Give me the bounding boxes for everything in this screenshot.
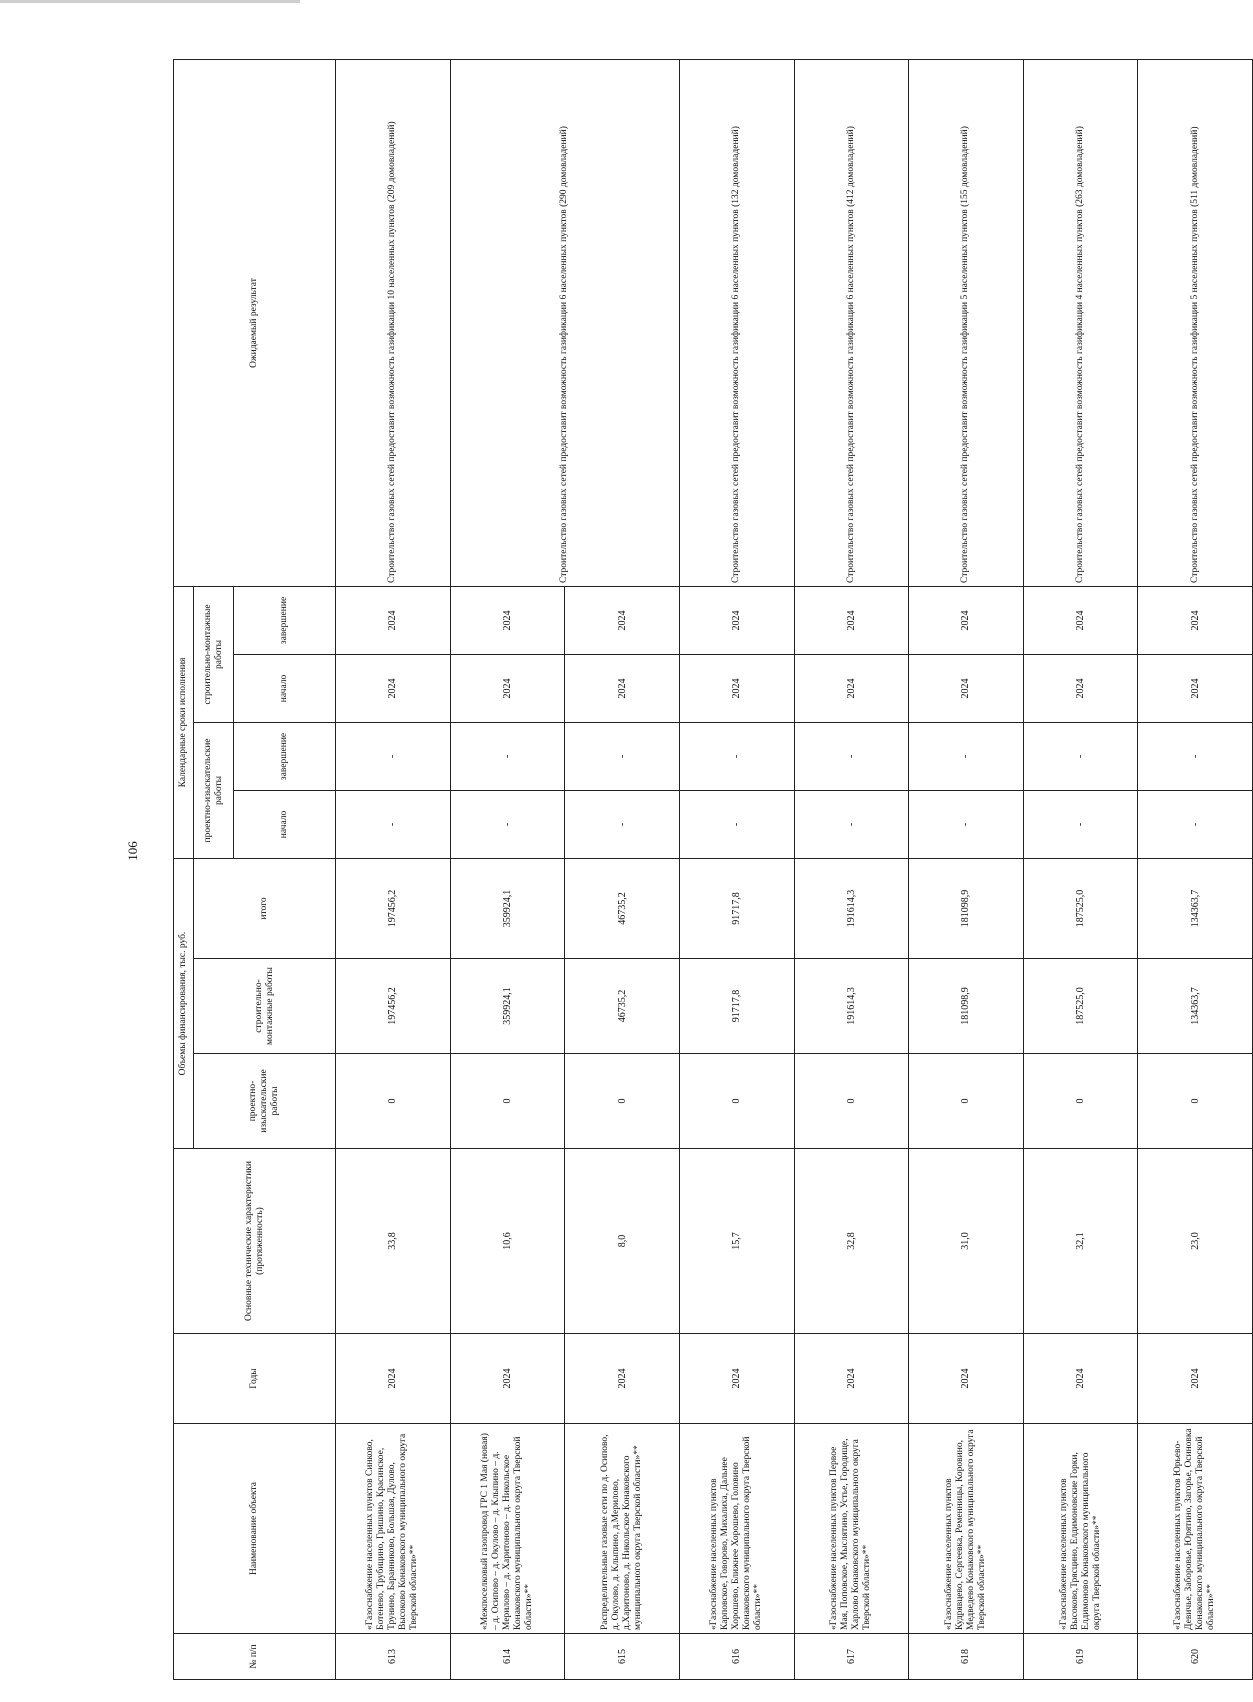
row-result: Строительство газовых сетей предоставит возможность газификации 6 населенных пунктов (132 домовладений) [679, 59, 794, 586]
row-cons-start: 2024 [909, 655, 1024, 723]
row-num: 616 [679, 1634, 794, 1680]
row-result: Строительство газовых сетей предоставит возможность газификации 6 населенных пунктов (412 домовладений) [794, 59, 909, 586]
table-row [336, 59, 451, 1679]
header-result: Ожидаемый результат [174, 59, 336, 586]
row-fin-design: 0 [450, 1054, 565, 1149]
row-object-name: «Газоснабжение населенных пунктов Первое Мая, Поповское, Мыслятино, Устье, Городище, Харлово Конаковского муниципального округа Тверской области»** [794, 1424, 909, 1634]
row-cons-end: 2024 [1138, 586, 1253, 654]
row-fin-design: 0 [565, 1054, 680, 1149]
header-finance: Объемы финансирования, тыс. руб. [174, 859, 194, 1149]
register-table [173, 59, 1253, 1680]
header-cons-start: начало [234, 655, 336, 723]
row-design-start: - [1023, 791, 1138, 859]
row-num: 613 [336, 1634, 451, 1680]
row-fin-design: 0 [794, 1054, 909, 1149]
table-row [1023, 59, 1138, 1679]
row-cons-start: 2024 [1138, 655, 1253, 723]
row-design-start: - [565, 791, 680, 859]
row-object-name: «Газоснабжение населенных пунктов Синково, Ботенево, Трубицино, Гришино, Красинское, Трунино, Баранниково, Большая, Дулово, Высоково Конаковского муниципального округа Тверской области»** [336, 1424, 451, 1634]
row-cons-end: 2024 [909, 586, 1024, 654]
row-fin-construction: 46735,2 [565, 959, 680, 1054]
row-design-start: - [1138, 791, 1253, 859]
row-object-name: «Газоснабжение населенных пунктов Юрьево-Девичье, Заборовье, Юрятино, Загорье, Осиновка Конаковского муниципального округа Тверской области»** [1138, 1424, 1253, 1634]
row-fin-total: 134363,7 [1138, 859, 1253, 959]
row-fin-total: 181098,9 [909, 859, 1024, 959]
row-year: 2024 [450, 1334, 565, 1424]
row-fin-construction: 134363,7 [1138, 959, 1253, 1054]
row-tech: 15,7 [679, 1149, 794, 1334]
row-design-end: - [336, 723, 451, 791]
row-cons-end: 2024 [450, 586, 565, 654]
row-cons-start: 2024 [565, 655, 680, 723]
table-row [1138, 59, 1253, 1679]
row-design-end: - [450, 723, 565, 791]
row-fin-construction: 181098,9 [909, 959, 1024, 1054]
row-fin-design: 0 [909, 1054, 1024, 1149]
header-tech: Основные технические характеристики (протяженность) [174, 1149, 336, 1334]
row-tech: 33,8 [336, 1149, 451, 1334]
row-design-end: - [565, 723, 680, 791]
row-year: 2024 [679, 1334, 794, 1424]
table-row [909, 59, 1024, 1679]
row-fin-construction: 197456,2 [336, 959, 451, 1054]
row-year: 2024 [1023, 1334, 1138, 1424]
row-num: 615 [565, 1634, 680, 1680]
row-fin-construction: 191614,3 [794, 959, 909, 1054]
row-year: 2024 [1138, 1334, 1253, 1424]
row-num: 619 [1023, 1634, 1138, 1680]
row-cons-start: 2024 [450, 655, 565, 723]
row-design-end: - [794, 723, 909, 791]
row-result: Строительство газовых сетей предоставит возможность газификации 4 населенных пунктов (263 домовладений) [1023, 59, 1138, 586]
row-year: 2024 [909, 1334, 1024, 1424]
row-design-start: - [450, 791, 565, 859]
header-num: № п/п [174, 1634, 336, 1680]
row-cons-start: 2024 [1023, 655, 1138, 723]
row-design-end: - [909, 723, 1024, 791]
row-num: 617 [794, 1634, 909, 1680]
header-design-start: начало [234, 791, 336, 859]
row-cons-end: 2024 [336, 586, 451, 654]
row-fin-construction: 187525,0 [1023, 959, 1138, 1054]
row-cons-end: 2024 [1023, 586, 1138, 654]
table-row [794, 59, 909, 1679]
table-row [450, 59, 565, 1679]
table-row [679, 59, 794, 1679]
rotated-table-container [173, 60, 1253, 1680]
row-fin-total: 197456,2 [336, 859, 451, 959]
row-fin-construction: 91717,8 [679, 959, 794, 1054]
row-tech: 8,0 [565, 1149, 680, 1334]
row-tech: 10,6 [450, 1149, 565, 1334]
row-design-start: - [909, 791, 1024, 859]
row-tech: 32,1 [1023, 1149, 1138, 1334]
row-fin-construction: 359924,1 [450, 959, 565, 1054]
row-result: Строительство газовых сетей предоставит возможность газификации 5 населенных пунктов (155 домовладений) [909, 59, 1024, 586]
header-years: Годы [174, 1334, 336, 1424]
page-number: 106 [125, 841, 140, 861]
row-design-end: - [1138, 723, 1253, 791]
row-num: 618 [909, 1634, 1024, 1680]
row-fin-design: 0 [1138, 1054, 1253, 1149]
header-design-end: завершение [234, 723, 336, 791]
header-cal-design: проектно-изыскательские работы [194, 723, 234, 859]
row-fin-total: 191614,3 [794, 859, 909, 959]
row-design-end: - [679, 723, 794, 791]
row-result: Строительство газовых сетей предоставит возможность газификации 10 населенных пунктов (209 домовладений) [336, 59, 451, 586]
row-year: 2024 [336, 1334, 451, 1424]
scan-artifact-line [0, 0, 300, 3]
row-cons-end: 2024 [679, 586, 794, 654]
row-tech: 31,0 [909, 1149, 1024, 1334]
header-cons-end: завершение [234, 586, 336, 654]
row-object-name: «Межпоселковый газопровод ГРС 1 Мая (новая) – д. Осипово – д. Окулово – д. Клыпино – д. Мерилово – д. Харитоново – д. Никольское Конаковского муниципального округа Тверской области»** [450, 1424, 565, 1634]
row-design-start: - [679, 791, 794, 859]
row-fin-total: 91717,8 [679, 859, 794, 959]
row-design-start: - [794, 791, 909, 859]
row-design-start: - [336, 791, 451, 859]
row-cons-end: 2024 [794, 586, 909, 654]
row-tech: 32,8 [794, 1149, 909, 1334]
row-object-name: Распределительные газовые сети по д. Осипово, д. Окулово, д. Клыпино, д.Мерилово, д.Харитоново, д. Никольское Конаковского муниципального округа Тверской области»** [565, 1424, 680, 1634]
row-object-name: «Газоснабжение населенных пунктов Высоково,Трясцино, Елдимоновские Горки, Елдимоново Конаковского муниципального округа Тверской области»** [1023, 1424, 1138, 1634]
row-year: 2024 [794, 1334, 909, 1424]
row-design-end: - [1023, 723, 1138, 791]
row-result-merged: Строительство газовых сетей предоставит возможность газификации 6 населенных пунктов (290 домовладений) [450, 59, 679, 586]
row-cons-start: 2024 [679, 655, 794, 723]
header-fin-total: итого [194, 859, 336, 959]
row-year: 2024 [565, 1334, 680, 1424]
rotated-page-area [173, 60, 1253, 1680]
row-fin-design: 0 [336, 1054, 451, 1149]
row-fin-design: 0 [1023, 1054, 1138, 1149]
header-fin-design: проектно-изыскательские работы [194, 1054, 336, 1149]
row-fin-total: 359924,1 [450, 859, 565, 959]
header-name: Наименование объекта [174, 1424, 336, 1634]
row-result: Строительство газовых сетей предоставит возможность газификации 5 населенных пунктов (511 домовладений) [1138, 59, 1253, 586]
header-calendar: Календарные сроки исполнения [174, 586, 194, 858]
row-cons-start: 2024 [336, 655, 451, 723]
row-num: 620 [1138, 1634, 1253, 1680]
row-tech: 23,0 [1138, 1149, 1253, 1334]
row-num: 614 [450, 1634, 565, 1680]
row-fin-total: 46735,2 [565, 859, 680, 959]
header-cal-construction: строительно-монтажные работы [194, 586, 234, 722]
row-cons-end: 2024 [565, 586, 680, 654]
header-fin-construction: строительно-монтажные работы [194, 959, 336, 1054]
row-cons-start: 2024 [794, 655, 909, 723]
row-fin-total: 187525,0 [1023, 859, 1138, 959]
row-fin-design: 0 [679, 1054, 794, 1149]
row-object-name: «Газоснабжение населенных пунктов Карповское, Говорово, Михалиха, Дальнее Хорошево, Ближнее Хорошево, Головино Конаковского муниципального округа Тверской области»** [679, 1424, 794, 1634]
row-object-name: «Газоснабжение населенных пунктов Кудрявцево, Сергеевка, Ременницы, Коровино, Медведево Конаковского муниципального округа Тверской области»** [909, 1424, 1024, 1634]
